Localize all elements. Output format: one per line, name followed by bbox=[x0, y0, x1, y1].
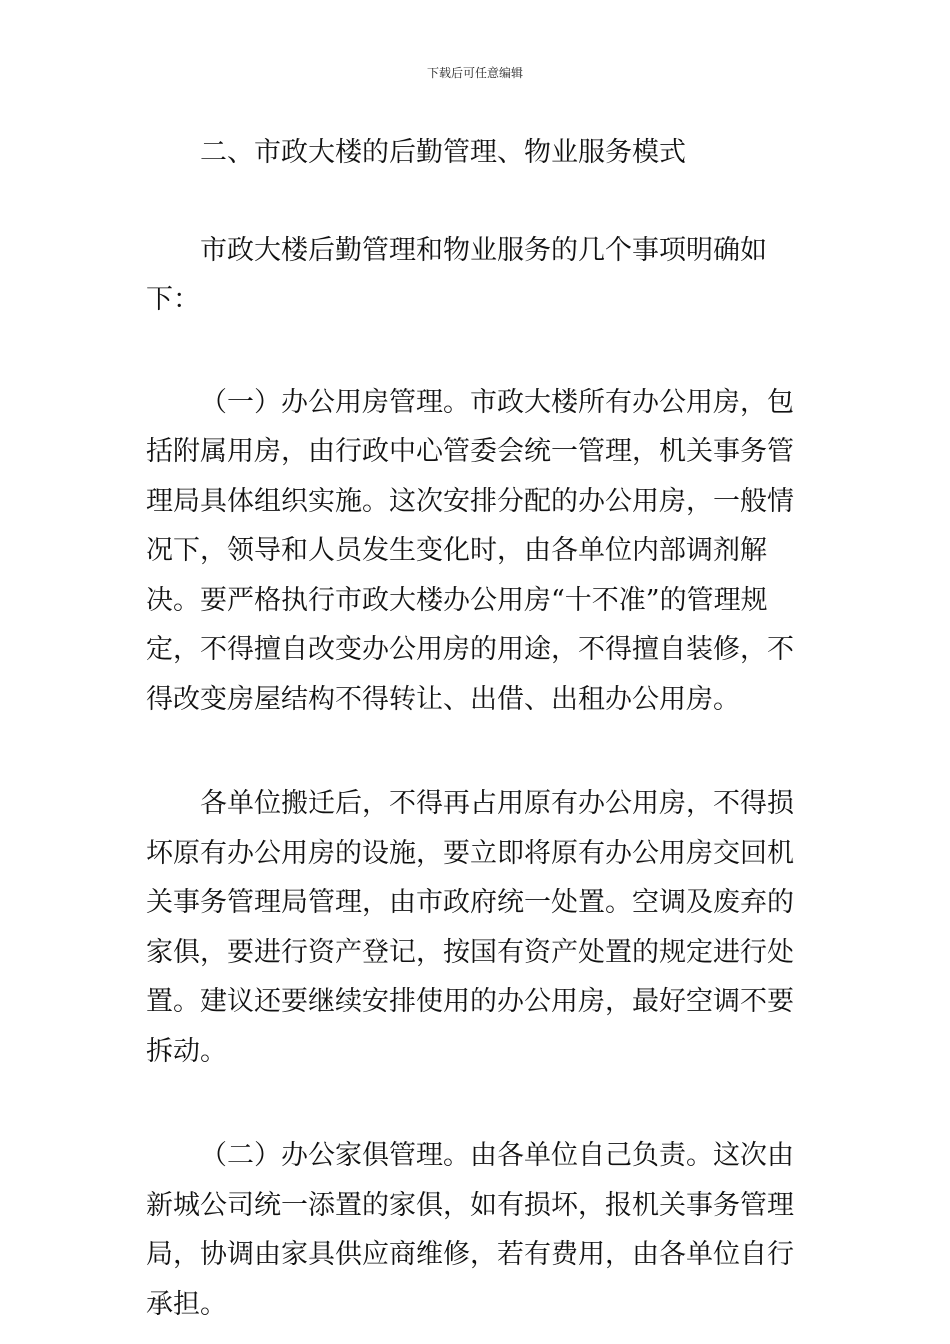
paragraph-furniture: （二）办公家俱管理。由各单位自己负责。这次由新城公司统一添置的家俱，如有损坏，报机关事务管理局，协调由家具供应商维修，若有费用，由各单位自行承担。 bbox=[146, 1140, 794, 1320]
lead-paragraph: 市政大楼后勤管理和物业服务的几个事项明确如下： bbox=[146, 234, 767, 315]
paragraph-relocation: 各单位搬迁后，不得再占用原有办公用房，不得损坏原有办公用房的设施，要立即将原有办公用房交回机关事务管理局管理，由市政府统一处置。空调及废弃的家俱，要进行资产登记，按国有资产处置的规定进行处置。建议还要继续安排使用的办公用房，最好空调不要拆动。 bbox=[146, 788, 794, 1067]
document-body bbox=[146, 128, 806, 1329]
paragraph-office-housing: （一）办公用房管理。市政大楼所有办公用房，包括附属用房，由行政中心管委会统一管理，机关事务管理局具体组织实施。这次安排分配的办公用房，一般情况下，领导和人员发生变化时，由各单位内部调剂解决。要严格执行市政大楼办公用房“十不准”的管理规定，不得擅自改变办公用房的用途，不得擅自装修，不得改变房屋结构不得转让、出借、出租办公用房。 bbox=[146, 386, 794, 715]
header-note: 下载后可任意编辑 bbox=[426, 66, 523, 80]
section-title: 二、市政大楼的后勤管理、物业服务模式 bbox=[200, 137, 686, 168]
